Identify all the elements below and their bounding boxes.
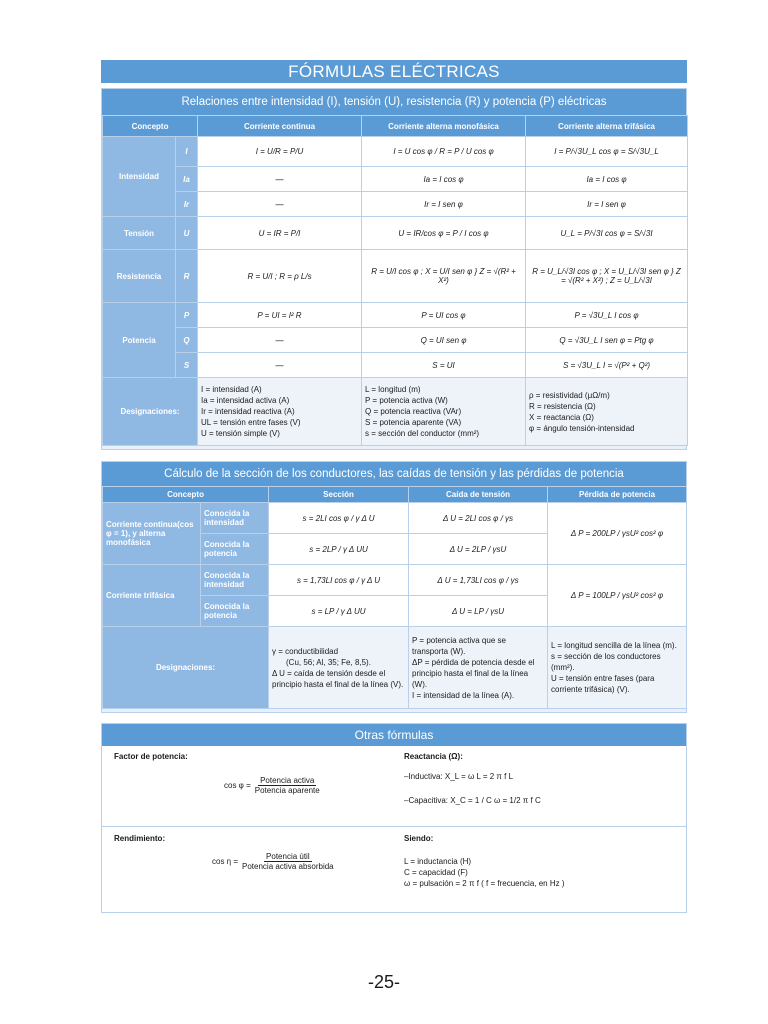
- formula-cell: —: [198, 328, 362, 353]
- formula-cell: Ir = I sen φ: [526, 192, 688, 217]
- formula-cell: Ir = I sen φ: [362, 192, 526, 217]
- formula-cell: Ia = I cos φ: [526, 167, 688, 192]
- formula-cell: P = UI = I² R: [198, 303, 362, 328]
- col-header-am: Corriente alterna monofásica: [362, 116, 526, 137]
- formula-cell: P = UI cos φ: [362, 303, 526, 328]
- page-number: -25-: [367, 972, 400, 992]
- formula-cell: Q = UI sen φ: [362, 328, 526, 353]
- relaciones-table: [102, 115, 688, 446]
- reactancia-capacitiva: –Capacitiva: X_C = 1 / C ω = 1/2 π f C: [404, 796, 541, 805]
- formula-cell: I = P/√3U_L cos φ = S/√3U_L: [526, 137, 688, 167]
- page-title: FÓRMULAS ELÉCTRICAS: [101, 60, 687, 83]
- row-group-resistencia: Resistencia: [103, 250, 176, 303]
- row-symbol: Q: [176, 328, 198, 353]
- formula-cell: s = 2LI cos φ / γ Δ U: [269, 503, 409, 534]
- formula-cell: R = U/I cos φ ; X = U/I sen φ } Z = √(R² + X²): [362, 250, 526, 303]
- formula-cell: P = √3U_L I cos φ: [526, 303, 688, 328]
- siendo-label: Siendo:: [404, 834, 434, 843]
- row-group-continua: Corriente continua(cos φ = 1), y alterna monofásica: [103, 503, 201, 565]
- row-symbol: R: [176, 250, 198, 303]
- formula-cell: —: [198, 353, 362, 378]
- designaciones-col-1: I = intensidad (A) Ia = intensidad activa (A) Ir = intensidad reactiva (A) UL = tensión entre fases (V) U = tensión simple (V): [198, 378, 362, 446]
- factor-potencia-formula: cos φ = Potencia activa Potencia aparente: [224, 776, 320, 795]
- formula-cell: Q = √3U_L I sen φ = Ptg φ: [526, 328, 688, 353]
- formula-cell: R = U/I ; R = ρ L/s: [198, 250, 362, 303]
- formula-cell: Δ P = 200LP / γsU² cos² φ: [548, 503, 687, 565]
- col-header-perdida: Pérdida de potencia: [548, 487, 687, 503]
- designaciones-col-3: ρ = resistividad (μΩ/m) R = resistencia (Ω) X = reactancia (Ω) φ = ángulo tensión-intensidad: [526, 378, 688, 446]
- row-symbol: U: [176, 217, 198, 250]
- reactancia-label: Reactancia (Ω):: [404, 752, 463, 761]
- rendimiento-formula: cos η = Potencia útil Potencia activa absorbida: [212, 852, 334, 871]
- row-group-intensidad: Intensidad: [103, 137, 176, 217]
- formula-cell: Δ U = 1,73LI cos φ / γs: [409, 565, 548, 596]
- factor-potencia-label: Factor de potencia:: [114, 752, 188, 761]
- col-header-cc: Corriente continua: [198, 116, 362, 137]
- designaciones-col-2: L = longitud (m) P = potencia activa (W) Q = potencia reactiva (VAr) S = potencia aparente (VA) s = sección del conductor (mm²): [362, 378, 526, 446]
- reactancia-inductiva: –Inductiva: X_L = ω L = 2 π f L: [404, 772, 514, 781]
- col-header-concepto: Concepto: [103, 487, 269, 503]
- divider: [102, 826, 686, 827]
- designaciones-label: Designaciones:: [103, 627, 269, 709]
- formula-cell: U = IR = P/I: [198, 217, 362, 250]
- formula-cell: Ia = I cos φ: [362, 167, 526, 192]
- section-heading: Relaciones entre intensidad (I), tensión (U), resistencia (R) y potencia (P) eléctricas: [102, 89, 686, 115]
- formula-cell: —: [198, 167, 362, 192]
- designaciones-col-3: L = longitud sencilla de la línea (m). s = sección de los conductores (mm²). U = tensión entre fases (para corriente trifásica) (V).: [548, 627, 687, 709]
- col-header-seccion: Sección: [269, 487, 409, 503]
- col-header-at: Corriente alterna trifásica: [526, 116, 688, 137]
- col-header-concepto: Concepto: [103, 116, 198, 137]
- formula-cell: s = LP / γ Δ UU: [269, 596, 409, 627]
- section-heading: Otras fórmulas: [102, 724, 686, 746]
- row-group-trifasica: Corriente trifásica: [103, 565, 201, 627]
- row-sub-potencia: Conocida la potencia: [201, 596, 269, 627]
- siendo-list: L = inductancia (H) C = capacidad (F) ω = pulsación = 2 π f ( f = frecuencia, en Hz ): [404, 857, 565, 888]
- row-symbol: Ia: [176, 167, 198, 192]
- formula-cell: R = U_L/√3I cos φ ; X = U_L/√3I sen φ } Z = √(R² + X²) ; Z = U_L/√3I: [526, 250, 688, 303]
- row-sub-intensidad: Conocida la intensidad: [201, 565, 269, 596]
- designaciones-col-2: P = potencia activa que se transporta (W). ΔP = pérdida de potencia desde el principio hasta el final de la línea (W). I = intensidad de la línea (A).: [409, 627, 548, 709]
- section-calculo: [101, 461, 687, 713]
- row-symbol: Ir: [176, 192, 198, 217]
- row-sub-potencia: Conocida la potencia: [201, 534, 269, 565]
- row-group-tension: Tensión: [103, 217, 176, 250]
- row-symbol: P: [176, 303, 198, 328]
- formula-cell: s = 1,73LI cos φ / γ Δ U: [269, 565, 409, 596]
- row-sub-intensidad: Conocida la intensidad: [201, 503, 269, 534]
- formula-cell: Δ U = 2LP / γsU: [409, 534, 548, 565]
- formula-cell: Δ P = 100LP / γsU² cos² φ: [548, 565, 687, 627]
- designaciones-col-1: γ = conductibilidad (Cu, 56; Al, 35; Fe, 8,5). Δ U = caída de tensión desde el principio hasta el final de la línea (V).: [269, 627, 409, 709]
- row-symbol: I: [176, 137, 198, 167]
- formula-cell: s = 2LP / γ Δ UU: [269, 534, 409, 565]
- formula-cell: I = U/R = P/U: [198, 137, 362, 167]
- formula-cell: Δ U = 2LI cos φ / γs: [409, 503, 548, 534]
- rendimiento-label: Rendimiento:: [114, 834, 166, 843]
- calculo-table: [102, 486, 687, 709]
- col-header-caida: Caída de tensión: [409, 487, 548, 503]
- formula-cell: Δ U = LP / γsU: [409, 596, 548, 627]
- formula-cell: I = U cos φ / R = P / U cos φ: [362, 137, 526, 167]
- designaciones-label: Designaciones:: [103, 378, 198, 446]
- section-heading: Cálculo de la sección de los conductores, las caídas de tensión y las pérdidas de potencia: [102, 462, 686, 486]
- section-relaciones: [101, 88, 687, 450]
- formula-cell: U_L = P/√3I cos φ = S/√3I: [526, 217, 688, 250]
- row-group-potencia: Potencia: [103, 303, 176, 378]
- formula-cell: U = IR/cos φ = P / I cos φ: [362, 217, 526, 250]
- formula-cell: S = √3U_L I = √(P² + Q²): [526, 353, 688, 378]
- section-otras: [101, 723, 687, 913]
- row-symbol: S: [176, 353, 198, 378]
- formula-cell: S = UI: [362, 353, 526, 378]
- formula-cell: —: [198, 192, 362, 217]
